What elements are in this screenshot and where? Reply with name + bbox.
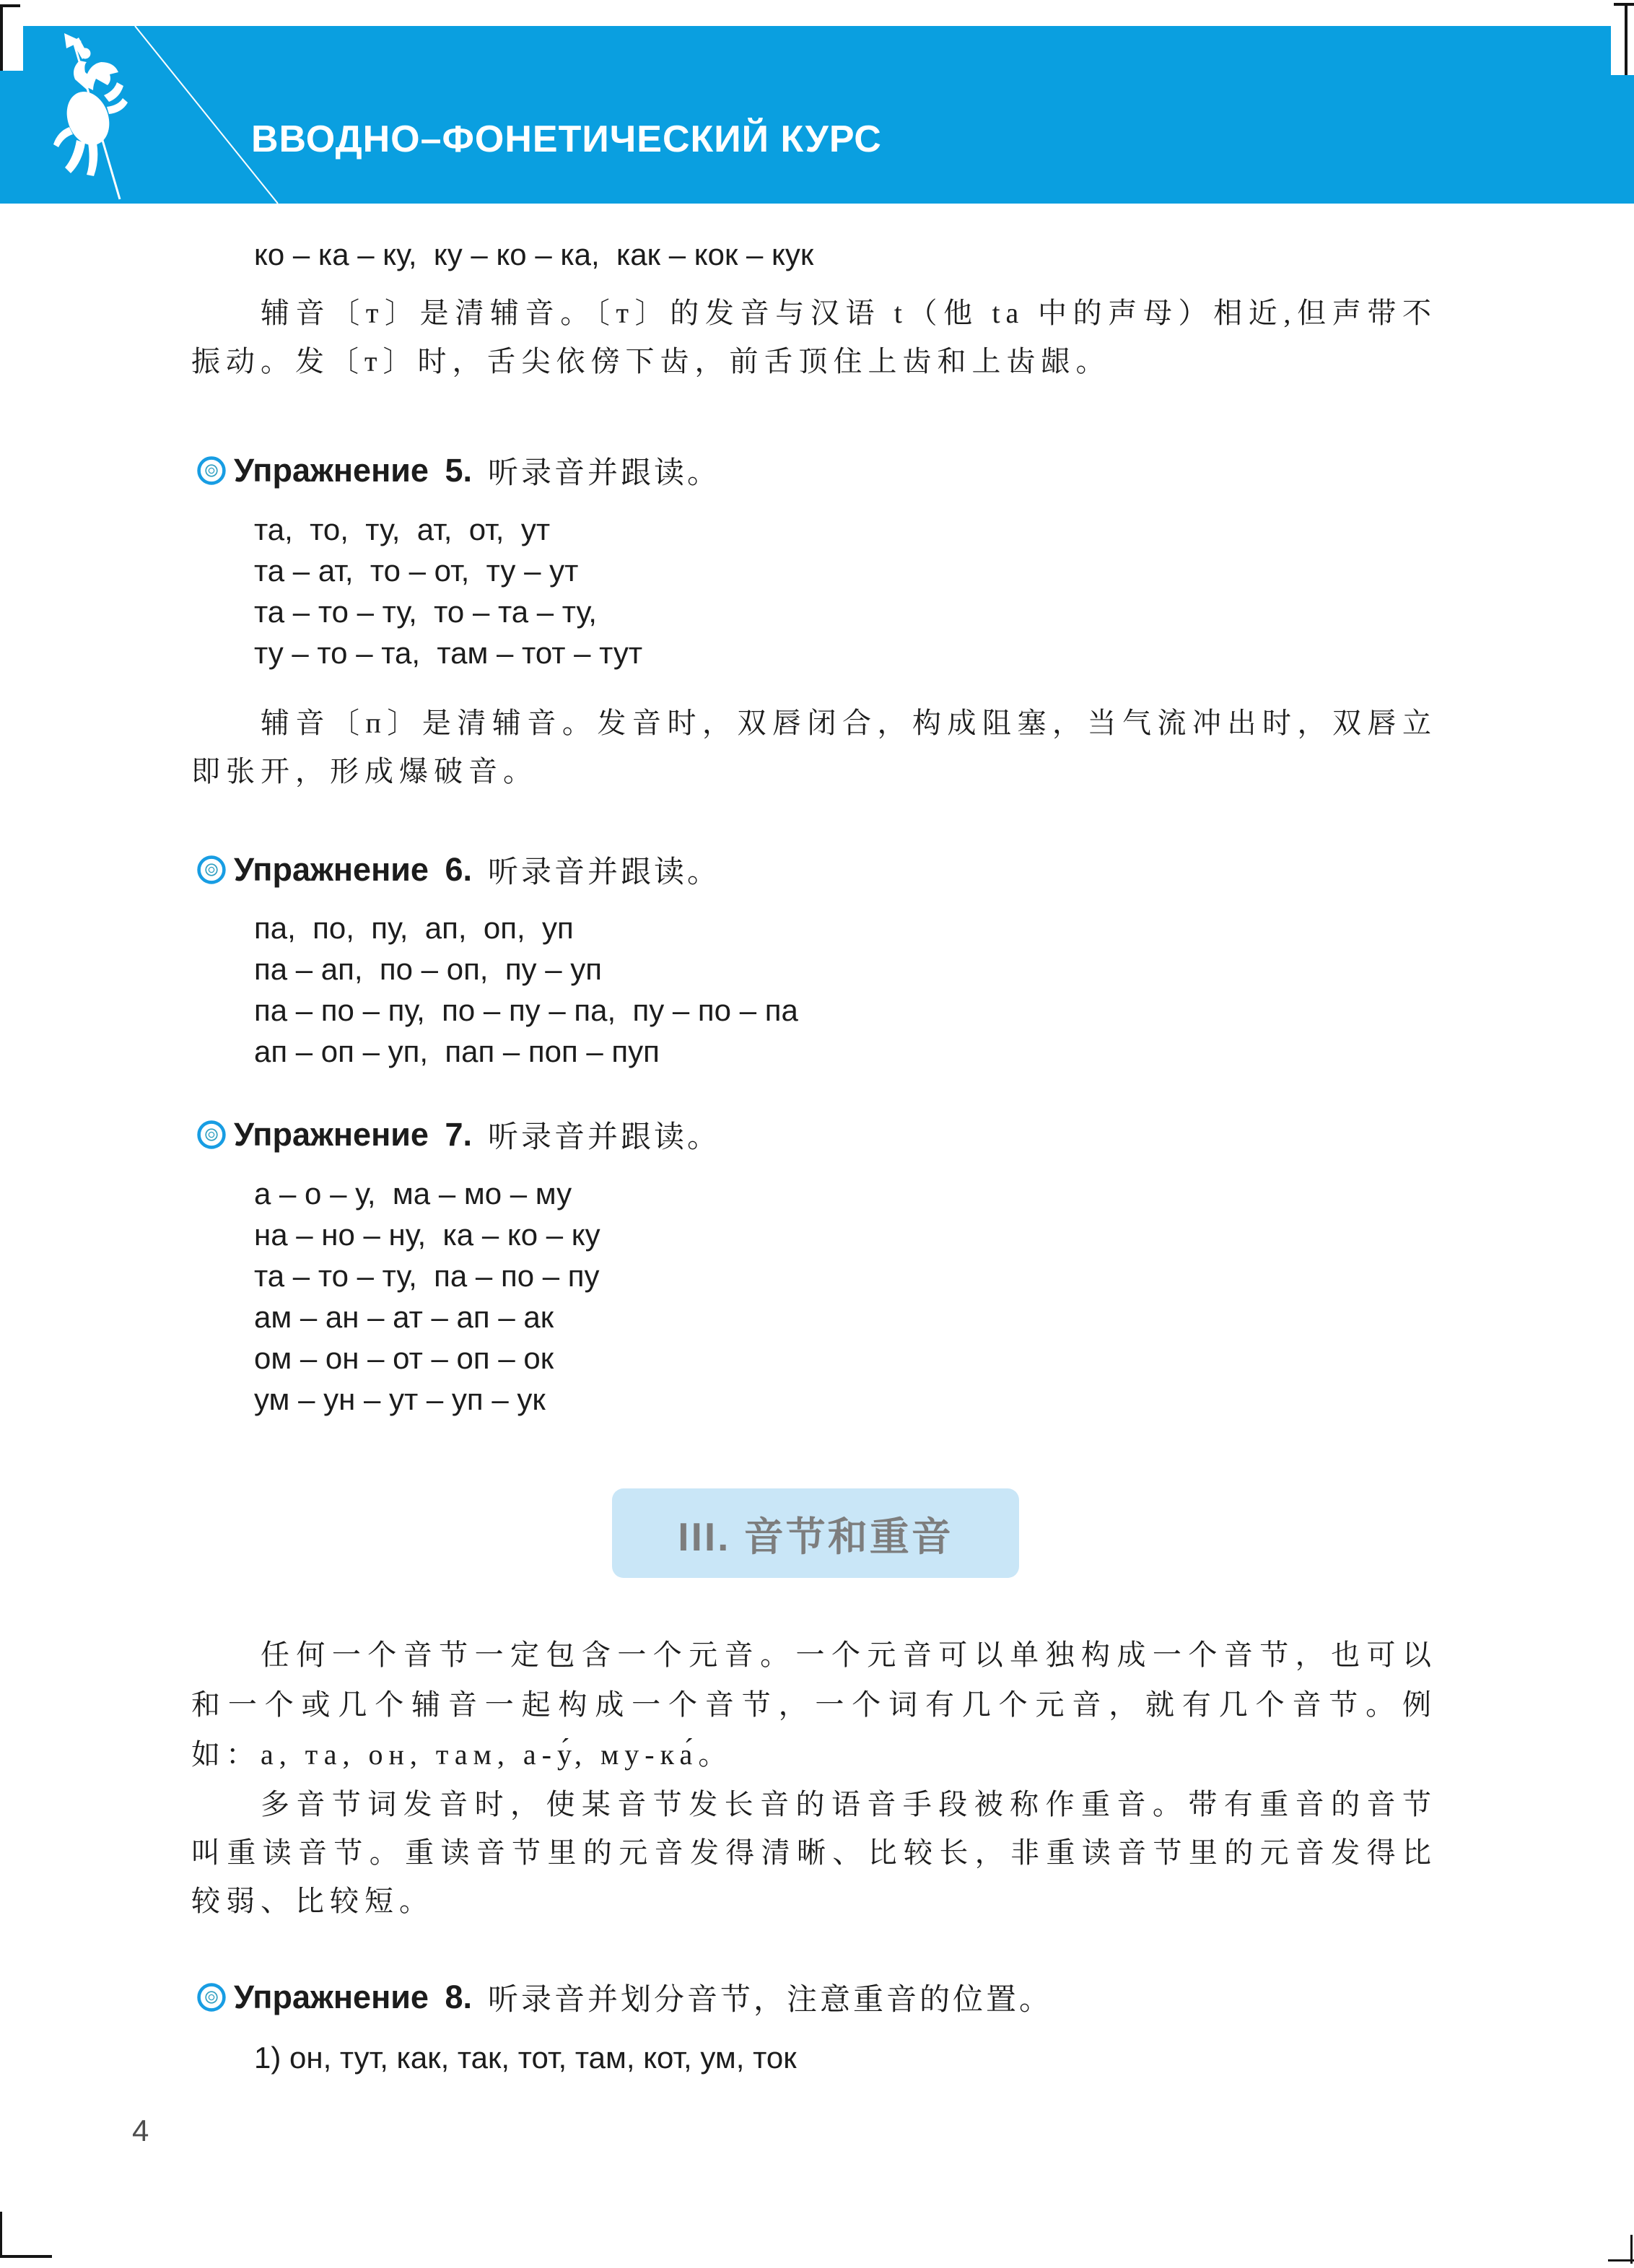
exercise-7-heading — [196, 1113, 720, 1156]
exercise-label: Упражнение 5. — [234, 452, 472, 489]
horseman-with-lance-icon — [40, 26, 300, 204]
scan-artifact — [1625, 6, 1628, 75]
exercise-instruction: 听录音并跟读。 — [488, 457, 721, 490]
paragraph-syllable-intro: 任何一个音节一定包含一个元音。一个元音可以单独构成一个音节，也可以和一个或几个辅音一起构成一个音节，一个词有几个元音，就有几个音节。例如：а, та, он, там, а-у́, му-ка́。 — [191, 1639, 1437, 1771]
exercise-8-lines — [254, 2037, 797, 2078]
scan-artifact — [0, 2212, 2, 2256]
exercise-6-heading — [196, 848, 720, 891]
drill-line: та – ат, то – от, ту – ут — [254, 554, 579, 588]
scan-artifact — [0, 4, 3, 71]
drill-line: ко – ка – ку, ку – ко – ка, как – кок – кук — [254, 237, 814, 271]
paragraph-consonant-p: 辅音〔п〕是清辅音。发音时，双唇闭合，构成阻塞，当气流冲出时，双唇立即张开，形成爆破音。 — [191, 707, 1437, 788]
drill-line: ум – ун – ут – уп – ук — [254, 1382, 546, 1416]
page-number: 4 — [132, 2114, 149, 2147]
audio-target-icon — [196, 1981, 227, 2013]
drill-line: ту – то – та, там – тот – тут — [254, 636, 643, 670]
paragraph-consonant-t: 辅音〔т〕是清辅音。〔т〕的发音与汉语 t（他 ta 中的声母）相近,但声带不振动。发〔т〕时，舌尖依傍下齿，前舌顶住上齿和上齿龈。 — [191, 297, 1437, 378]
exercise-label: Упражнение 8. — [234, 1979, 472, 2015]
audio-target-icon — [196, 455, 227, 487]
drill-line: на – но – ну, ка – ко – ку — [254, 1218, 600, 1252]
exercise-7-lines — [254, 1173, 600, 1420]
exercise-5-lines — [254, 509, 642, 673]
scan-artifact — [1608, 2259, 1634, 2262]
drill-line: па – ап, по – оп, пу – уп — [254, 952, 602, 986]
exercise-label: Упражнение 6. — [234, 851, 472, 888]
scan-artifact — [0, 4, 20, 7]
drill-line: та – то – ту, па – по – пу — [254, 1259, 600, 1293]
section-heading-box — [612, 1488, 1019, 1578]
drill-line: 1) он, тут, как, так, тот, там, кот, ум, ток — [254, 2041, 797, 2075]
chapter-title: ВВОДНО–ФОНЕТИЧЕСКИЙ КУРС — [251, 118, 882, 160]
exercise-6-lines — [254, 907, 798, 1072]
paragraph-stress-intro: 多音节词发音时，使某音节发长音的语音手段被称作重音。带有重音的音节叫重读音节。重读音节里的元音发得清晰、比较长，非重读音节里的元音发得比较弱、比较短。 — [191, 1788, 1437, 1917]
drill-line: па – по – пу, по – пу – па, пу – по – па — [254, 993, 798, 1027]
drill-line: ом – он – от – оп – ок — [254, 1341, 554, 1375]
scan-artifact — [0, 2255, 52, 2258]
audio-target-icon — [196, 854, 227, 886]
exercise-instruction: 听录音并跟读。 — [488, 856, 721, 889]
exercise-label: Упражнение 7. — [234, 1116, 472, 1153]
section-heading: III. 音节和重音 — [678, 1514, 953, 1559]
audio-target-icon — [196, 1119, 227, 1151]
scan-artifact — [1614, 3, 1634, 6]
drill-line: ам – ан – ат – ап – ак — [254, 1300, 554, 1334]
exercise-5-heading — [196, 449, 720, 492]
exercise-instruction: 听录音并划分音节，注意重音的位置。 — [488, 1984, 1053, 2017]
exercise-instruction: 听录音并跟读。 — [488, 1121, 721, 1154]
header-banner — [0, 26, 1634, 204]
drill-line: а – о – у, ма – мо – му — [254, 1177, 572, 1211]
scan-artifact — [1611, 0, 1634, 75]
scan-artifact — [0, 0, 23, 71]
drill-line: ап – оп – уп, пап – поп – пуп — [254, 1034, 660, 1068]
drill-line: та, то, ту, ат, от, ут — [254, 513, 551, 546]
drill-line: па, по, пу, ап, оп, уп — [254, 911, 574, 945]
exercise-8-heading — [196, 1976, 1052, 2019]
drill-line: та – то – ту, то – та – ту, — [254, 595, 597, 629]
